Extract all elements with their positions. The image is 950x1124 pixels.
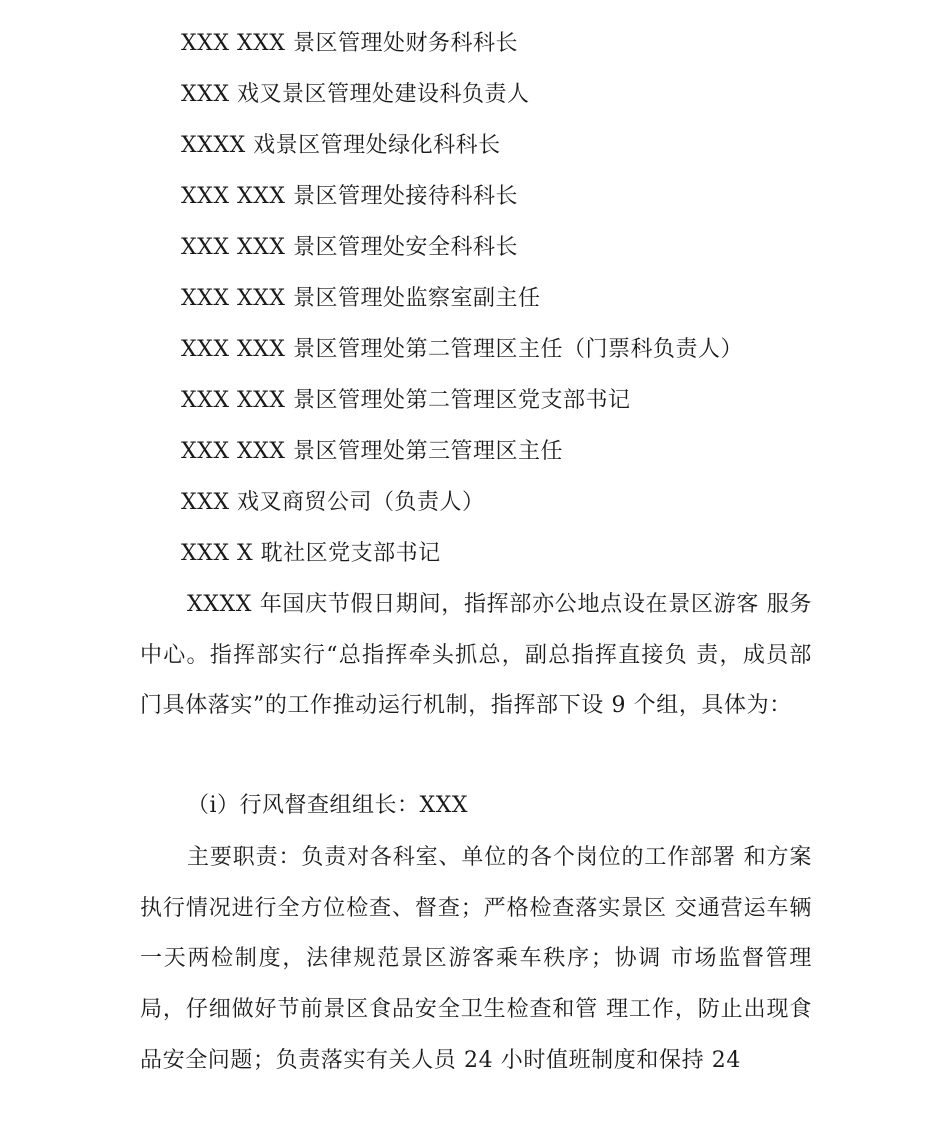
roster-item: XXX XXX 景区管理处第二管理区党支部书记 xyxy=(181,388,631,413)
body-paragraph: XXXX 年国庆节假日期间，指挥部亦公地点设在景区游客 服务中心。指挥部实行“总指挥牵头抓总，副总指挥直接负 责，成员部门具体落实”的工作推动运行机制，指挥部下设 9 个组，具体为： xyxy=(140,592,812,719)
roster-item: XXX XXX 景区管理处安全科科长 xyxy=(181,235,518,260)
body-paragraph: 主要职责：负责对各科室、单位的各个岗位的工作部署 和方案执行情况进行全方位检查、督查；严格检查落实景区 交通营运车辆一天两检制度，法律规范景区游客乘车秩序；协调 市场监督管理局，仔细做好节前景区食品安全卫生检查和管 理工作，防止出现食品安全问题；负责落实有关人员 24 小时值班制度和保持 24 xyxy=(140,845,812,1073)
roster-item: XXX XXX 景区管理处接待科科长 xyxy=(181,184,518,209)
section-heading: （i）行风督查组组长：XXX xyxy=(187,793,469,818)
roster-item: XXX XXX 景区管理处第二管理区主任（门票科负责人） xyxy=(181,337,743,362)
roster-item: XXX XXX 景区管理处监察室副主任 xyxy=(181,286,541,311)
roster-item: XXX XXX 景区管理处第三管理区主任 xyxy=(181,439,563,464)
roster-item: XXX X 耽社区党支部书记 xyxy=(181,541,441,566)
roster-list xyxy=(181,28,743,589)
roster-item: XXX 戏叉景区管理处建设科负责人 xyxy=(181,82,530,107)
roster-item: XXX XXX 景区管理处财务科科长 xyxy=(181,31,518,56)
roster-item: XXX 戏叉商贸公司（负责人） xyxy=(181,490,485,515)
roster-item: XXXX 戏景区管理处绿化科科长 xyxy=(181,133,501,158)
